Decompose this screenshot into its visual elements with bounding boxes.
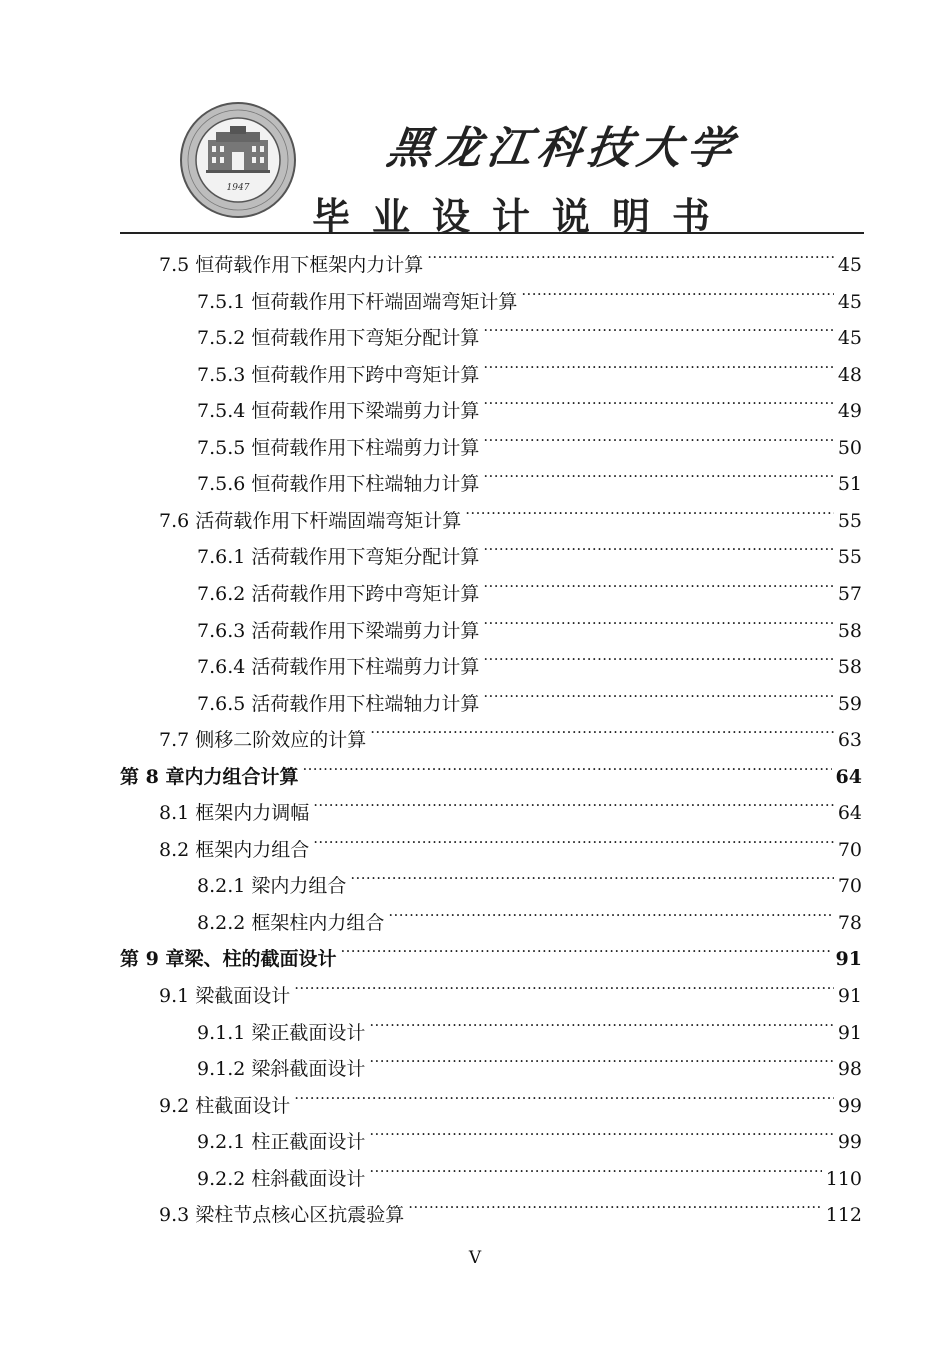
toc-entry-page: 45: [837, 254, 862, 276]
toc-entry[interactable]: [197, 682, 862, 715]
toc-dot-leader: [483, 645, 833, 673]
toc-entry[interactable]: [159, 1193, 862, 1226]
toc-entry-title: 7.5.6 恒荷载作用下柱端轴力计算: [197, 473, 480, 495]
toc-entry[interactable]: [159, 791, 862, 824]
toc-entry-title: 7.6.1 活荷载作用下弯矩分配计算: [197, 546, 480, 568]
toc-entry-page: 98: [837, 1058, 862, 1080]
toc-entry-page: 50: [837, 437, 862, 459]
toc-entry-title: 7.6.3 活荷载作用下梁端剪力计算: [197, 620, 480, 642]
toc-entry-page: 51: [837, 473, 862, 495]
toc-dot-leader: [370, 718, 834, 746]
toc-entry-page: 91: [837, 1022, 862, 1044]
document-title: 毕业设计说明书: [312, 195, 733, 239]
toc-entry-title: 9.3 梁柱节点核心区抗震验算: [159, 1204, 405, 1226]
toc-entry-title: 7.7 侧移二阶效应的计算: [159, 729, 367, 751]
toc-entry-page: 110: [825, 1168, 862, 1190]
toc-entry-title: 7.5.3 恒荷载作用下跨中弯矩计算: [197, 364, 480, 386]
toc-entry-page: 99: [837, 1095, 862, 1117]
toc-entry-title: 8.1 框架内力调幅: [159, 802, 310, 824]
toc-entry-page: 57: [837, 583, 862, 605]
toc-entry-title: 7.6.4 活荷载作用下柱端剪力计算: [197, 656, 480, 678]
school-name: 黑龙江科技大学: [383, 123, 741, 174]
toc-dot-leader: [313, 791, 834, 819]
toc-entry-page: 64: [835, 766, 862, 788]
toc-entry-title: 第 8 章内力组合计算: [120, 766, 299, 788]
toc-entry-page: 58: [837, 656, 862, 678]
toc-entry[interactable]: [159, 1084, 862, 1117]
toc-dot-leader: [408, 1193, 821, 1221]
toc-entry[interactable]: [197, 535, 862, 568]
toc-dot-leader: [313, 828, 834, 856]
toc-entry-page: 45: [837, 327, 862, 349]
toc-entry[interactable]: [197, 1047, 862, 1080]
toc-dot-leader: [369, 1011, 833, 1039]
toc-entry-title: 8.2.1 梁内力组合: [197, 875, 347, 897]
toc-dot-leader: [340, 937, 831, 965]
toc-entry-page: 99: [837, 1131, 862, 1153]
toc-entry-title: 7.5.4 恒荷载作用下梁端剪力计算: [197, 400, 480, 422]
toc-entry[interactable]: [197, 389, 862, 422]
toc-entry[interactable]: [197, 901, 862, 934]
toc-entry[interactable]: [197, 1011, 862, 1044]
toc-chapter-entry[interactable]: [120, 755, 862, 788]
toc-entry-page: 58: [837, 620, 862, 642]
toc-entry-page: 55: [837, 510, 862, 532]
seal-year: 1947: [226, 183, 250, 193]
toc-entry[interactable]: [197, 426, 862, 459]
toc-dot-leader: [483, 609, 833, 637]
toc-entry-page: 49: [837, 400, 862, 422]
toc-entry-page: 45: [837, 291, 862, 313]
toc-entry-page: 64: [837, 802, 862, 824]
toc-dot-leader: [294, 1084, 834, 1112]
toc-entry-title: 9.2 柱截面设计: [159, 1095, 291, 1117]
toc-entry-title: 9.2.2 柱斜截面设计: [197, 1168, 366, 1190]
toc-entry-page: 70: [837, 839, 862, 861]
toc-entry-title: 7.5.2 恒荷载作用下弯矩分配计算: [197, 327, 480, 349]
toc-entry-page: 59: [837, 693, 862, 715]
toc-entry[interactable]: [197, 280, 862, 313]
toc-entry-title: 9.2.1 柱正截面设计: [197, 1131, 366, 1153]
toc-entry[interactable]: [197, 864, 862, 897]
toc-entry[interactable]: [197, 316, 862, 349]
toc-entry-page: 112: [825, 1204, 862, 1226]
toc-entry[interactable]: [197, 572, 862, 605]
toc-entry-title: 9.1 梁截面设计: [159, 985, 291, 1007]
toc-dot-leader: [369, 1047, 833, 1075]
toc-dot-leader: [483, 572, 833, 600]
toc-entry[interactable]: [159, 828, 862, 861]
toc-entry[interactable]: [159, 974, 862, 1007]
toc-entry-title: 9.1.2 梁斜截面设计: [197, 1058, 366, 1080]
toc-entry-title: 9.1.1 梁正截面设计: [197, 1022, 366, 1044]
toc-entry-title: 第 9 章梁、柱的截面设计: [120, 948, 337, 970]
toc-dot-leader: [483, 535, 833, 563]
toc-entry-page: 78: [837, 912, 862, 934]
toc-entry[interactable]: [159, 499, 862, 532]
toc-entry-page: 91: [837, 985, 862, 1007]
toc-chapter-entry[interactable]: [120, 937, 862, 970]
toc-dot-leader: [388, 901, 833, 929]
toc-entry[interactable]: [197, 462, 862, 495]
toc-entry-title: 8.2.2 框架柱内力组合: [197, 912, 385, 934]
toc-dot-leader: [465, 499, 834, 527]
toc-dot-leader: [294, 974, 834, 1002]
university-seal-icon: [178, 100, 298, 220]
toc-dot-leader: [483, 426, 833, 454]
toc-entry-page: 63: [837, 729, 862, 751]
toc-entry[interactable]: [197, 1157, 862, 1190]
toc-dot-leader: [483, 682, 833, 710]
toc-entry-title: 7.6.2 活荷载作用下跨中弯矩计算: [197, 583, 480, 605]
toc-entry[interactable]: [197, 353, 862, 386]
toc-dot-leader: [350, 864, 833, 892]
toc-entry-title: 7.6 活荷载作用下杆端固端弯矩计算: [159, 510, 462, 532]
toc-entry-page: 55: [837, 546, 862, 568]
toc-entry[interactable]: [159, 243, 862, 276]
toc-dot-leader: [483, 389, 833, 417]
toc-entry-title: 7.5.1 恒荷载作用下杆端固端弯矩计算: [197, 291, 518, 313]
toc-entry[interactable]: [159, 718, 862, 751]
toc-dot-leader: [427, 243, 834, 271]
toc-entry[interactable]: [197, 645, 862, 678]
toc-entry-page: 70: [837, 875, 862, 897]
page-number: V: [468, 1248, 482, 1268]
toc-entry-title: 7.6.5 活荷载作用下柱端轴力计算: [197, 693, 480, 715]
toc-dot-leader: [521, 280, 833, 308]
toc-dot-leader: [483, 462, 833, 490]
toc-dot-leader: [369, 1157, 821, 1185]
toc-entry-title: 7.5 恒荷载作用下框架内力计算: [159, 254, 424, 276]
toc-dot-leader: [302, 755, 831, 783]
toc-entry-page: 91: [835, 948, 862, 970]
toc-entry-title: 7.5.5 恒荷载作用下柱端剪力计算: [197, 437, 480, 459]
toc-entry[interactable]: [197, 1120, 862, 1153]
toc-dot-leader: [369, 1120, 833, 1148]
toc-dot-leader: [483, 316, 833, 344]
header-divider: [120, 232, 864, 234]
toc-entry[interactable]: [197, 609, 862, 642]
toc-entry-title: 8.2 框架内力组合: [159, 839, 310, 861]
toc-dot-leader: [483, 353, 833, 381]
toc-entry-page: 48: [837, 364, 862, 386]
document-header: [0, 0, 950, 240]
